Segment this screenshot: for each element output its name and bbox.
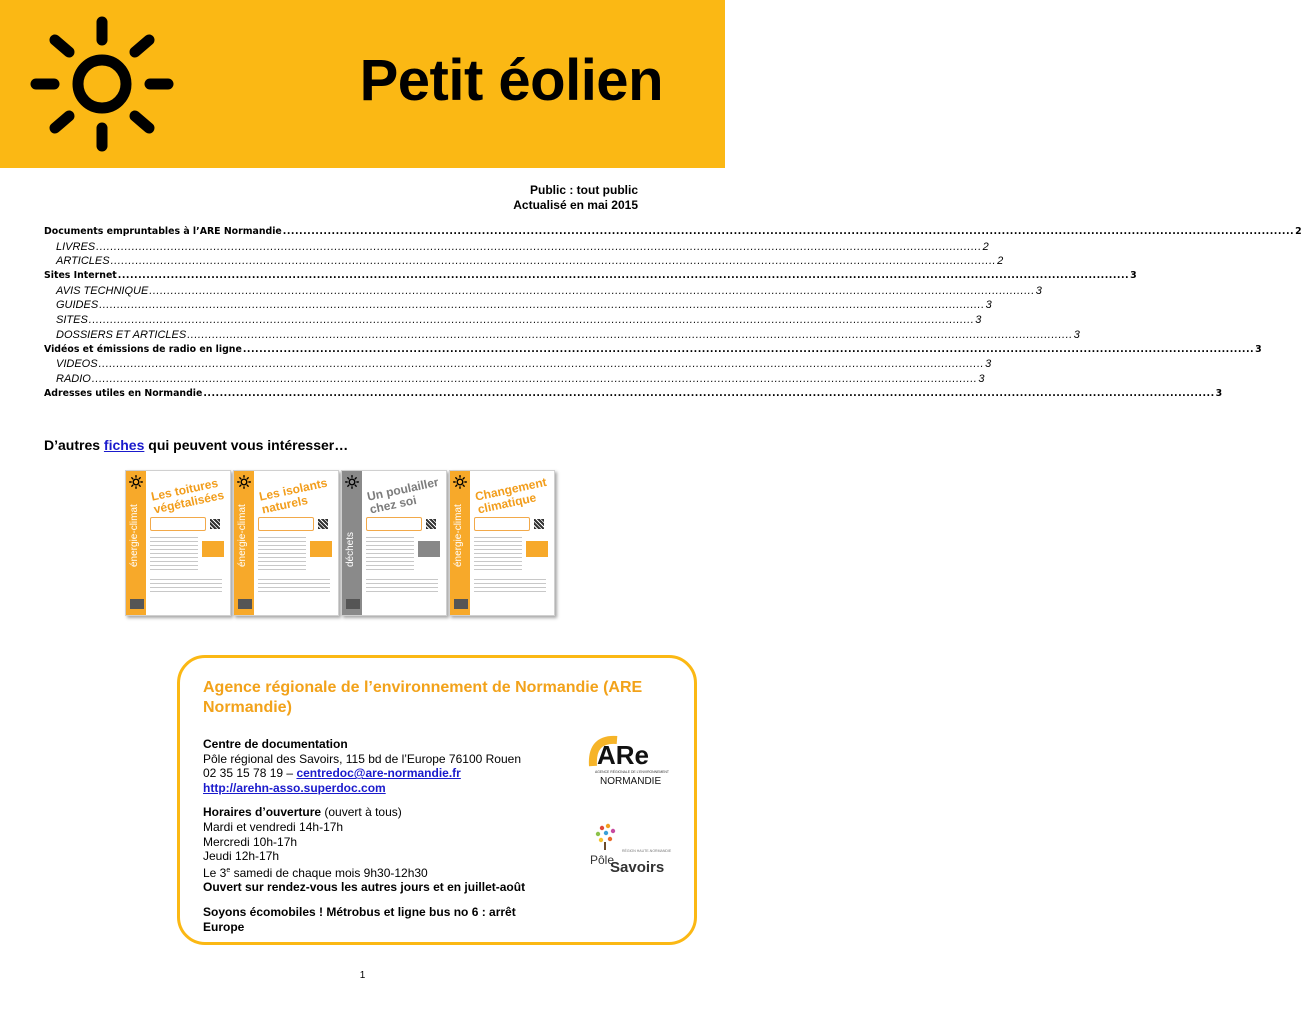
qr-code-icon [426,519,436,529]
qr-code-icon [210,519,220,529]
center-title: Centre de documentation [203,737,348,751]
toc-page-number: 3 [1130,270,1137,282]
toc-page-number: 3 [1255,343,1262,355]
toc-page-number: 3 [985,358,992,371]
toc-page-number: 3 [985,299,992,312]
toc-page-number: 2 [997,255,1004,268]
toc-entry-label: Sites Internet [44,270,117,282]
toc-entry-label: VIDEOS [56,358,98,371]
thumbnail-title: Les isolants naturels [257,475,329,517]
thumbnail-logo [130,599,144,609]
toc-entry[interactable] [44,299,992,314]
mobility-note: Soyons écomobiles ! Métrobus et ligne bus no 6 : arrêt Europe [203,904,516,934]
thumbnail-text [474,537,522,573]
thumbnail-tag [526,541,548,557]
email-link[interactable]: centredoc@are-normandie.fr [296,766,461,781]
thumbnail-title: Changement climatique [473,474,548,517]
toc-entry[interactable] [44,284,1042,300]
toc-entry[interactable] [44,314,982,329]
appointment-note: Ouvert sur rendez-vous les autres jours et en juillet-août [203,880,526,895]
sun-icon [345,475,359,489]
thumbnail-download-box [258,517,314,531]
sun-icon [453,475,467,489]
toc-leader [118,270,1129,281]
sheet-thumbnail[interactable] [125,470,231,616]
other-sheets-heading: D’autres fiches qui peuvent vous intéresser… [44,437,349,453]
audience-label: Public : tout public [530,183,638,197]
thumbnail-theme: déchets [345,531,356,567]
toc-leader [99,299,984,311]
thumbnail-text [366,537,414,573]
hours-line: Mardi et vendredi 14h-17h [203,819,344,834]
agency-name: Agence régionale de l’environnement de Normandie (ARE Normandie) [203,679,643,716]
thumbnail-download-box [366,517,422,531]
toc-entry[interactable] [44,270,1137,285]
svg-text:ARe: ARe [597,740,650,770]
hours-line: Mercredi 10h-17h [203,834,298,849]
sun-icon [129,475,143,489]
sheet-thumbnail[interactable] [449,470,555,616]
page-number: 1 [359,970,366,981]
toc-entry[interactable] [44,387,1223,403]
thumbnail-tag [418,541,440,557]
svg-text:AGENCE RÉGIONALE DE L'ENVIRONN: AGENCE RÉGIONALE DE L'ENVIRONNEMENT [595,770,669,774]
toc-leader [111,255,996,267]
thumbnail-text [150,579,222,593]
toc-leader [92,373,977,385]
toc-entry-label: RADIO [56,372,91,385]
toc-page-number: 3 [1035,284,1042,297]
toc-page-number: 2 [1295,226,1302,237]
thumbnail-logo [346,599,360,609]
thumbnail-text [258,579,330,593]
thumbnail-title: Un poulailler chez soi [365,474,440,517]
thumbnail-text [366,579,438,593]
sun-icon [22,14,182,154]
contact-details [203,737,553,934]
qr-code-icon [318,519,328,529]
thumbnail-theme: énergie-climat [237,504,248,567]
toc-entry-label: SITES [56,314,88,327]
thumbnail-logo [238,599,252,609]
toc-entry-label: Documents empruntables à l’ARE Normandie [44,226,282,237]
thumbnail-theme: énergie-climat [453,504,464,567]
document-meta [513,183,638,213]
toc-leader [187,329,1072,341]
website-link[interactable]: http://arehn-asso.superdoc.com [203,780,386,795]
toc-entry-label: AVIS TECHNIQUE [56,284,149,297]
toc-entry[interactable] [44,328,1080,344]
toc-entry[interactable] [44,255,1004,270]
hours-line: Le 3e samedi de chaque mois 9h30-12h30 [203,865,428,880]
hours-heading: Horaires d’ouverture (ouvert à tous) [203,805,402,820]
pole-savoirs-logo [588,822,672,882]
thumbnail-logo [454,599,468,609]
related-sheets-gallery [125,470,553,614]
sun-icon [237,475,251,489]
toc-leader [96,241,981,253]
toc-entry[interactable] [44,343,1262,359]
toc-entry-label: LIVRES [56,240,96,253]
thumbnail-title: Les toitures végétalisées [149,475,226,517]
toc-page-number: 2 [982,240,989,253]
address: Pôle régional des Savoirs, 115 bd de l’Europe 76100 Rouen [203,751,521,766]
thumbnail-tag [202,541,224,557]
toc-entry-label: GUIDES [56,299,99,312]
toc-page-number: 3 [1215,387,1223,399]
thumbnail-text [474,579,546,593]
svg-text:RÉGION HAUTE-NORMANDIE: RÉGION HAUTE-NORMANDIE [622,849,672,853]
thumbnail-text [150,537,198,573]
toc-leader [149,285,1034,297]
toc-page-number: 3 [978,372,985,385]
toc-entry-label: ARTICLES [56,255,110,268]
thumbnail-tag [310,541,332,557]
svg-text:Pôle: Pôle [590,853,615,867]
toc-entry-label: DOSSIERS ET ARTICLES [56,328,187,341]
thumbnail-text [258,537,306,573]
toc-leader [89,314,974,326]
thumbnail-theme: énergie-climat [129,504,140,567]
svg-text:NORMANDIE: NORMANDIE [600,776,662,787]
toc-entry[interactable] [44,240,989,256]
toc-page-number: 3 [975,314,982,327]
toc-leader [203,388,1214,399]
toc-entry[interactable] [44,372,985,388]
sheet-thumbnail[interactable] [341,470,447,616]
toc-page-number: 3 [1073,328,1080,341]
toc-entry-label: Adresses utiles en Normandie [44,387,203,399]
sheets-link[interactable]: fiches [103,437,145,453]
phone-line: 02 35 15 78 19 – centredoc@are-normandie.fr [203,766,461,781]
toc-entry[interactable] [44,358,992,373]
toc-leader [283,226,1294,237]
toc-entry-label: Vidéos et émissions de radio en ligne [44,343,242,355]
qr-code-icon [534,519,544,529]
svg-text:Savoirs: Savoirs [610,859,665,876]
table-of-contents [44,226,1302,402]
toc-leader [99,358,984,370]
hours-line: Jeudi 12h-17h [203,849,280,864]
toc-leader [243,344,1254,355]
page-title: Petit éolien [359,48,663,113]
sheet-thumbnail[interactable] [233,470,339,616]
updated-label: Actualisé en mai 2015 [513,198,638,212]
toc-entry[interactable] [44,226,1302,241]
are-normandie-logo [587,732,669,788]
thumbnail-download-box [474,517,530,531]
thumbnail-download-box [150,517,206,531]
header-banner [0,0,725,168]
